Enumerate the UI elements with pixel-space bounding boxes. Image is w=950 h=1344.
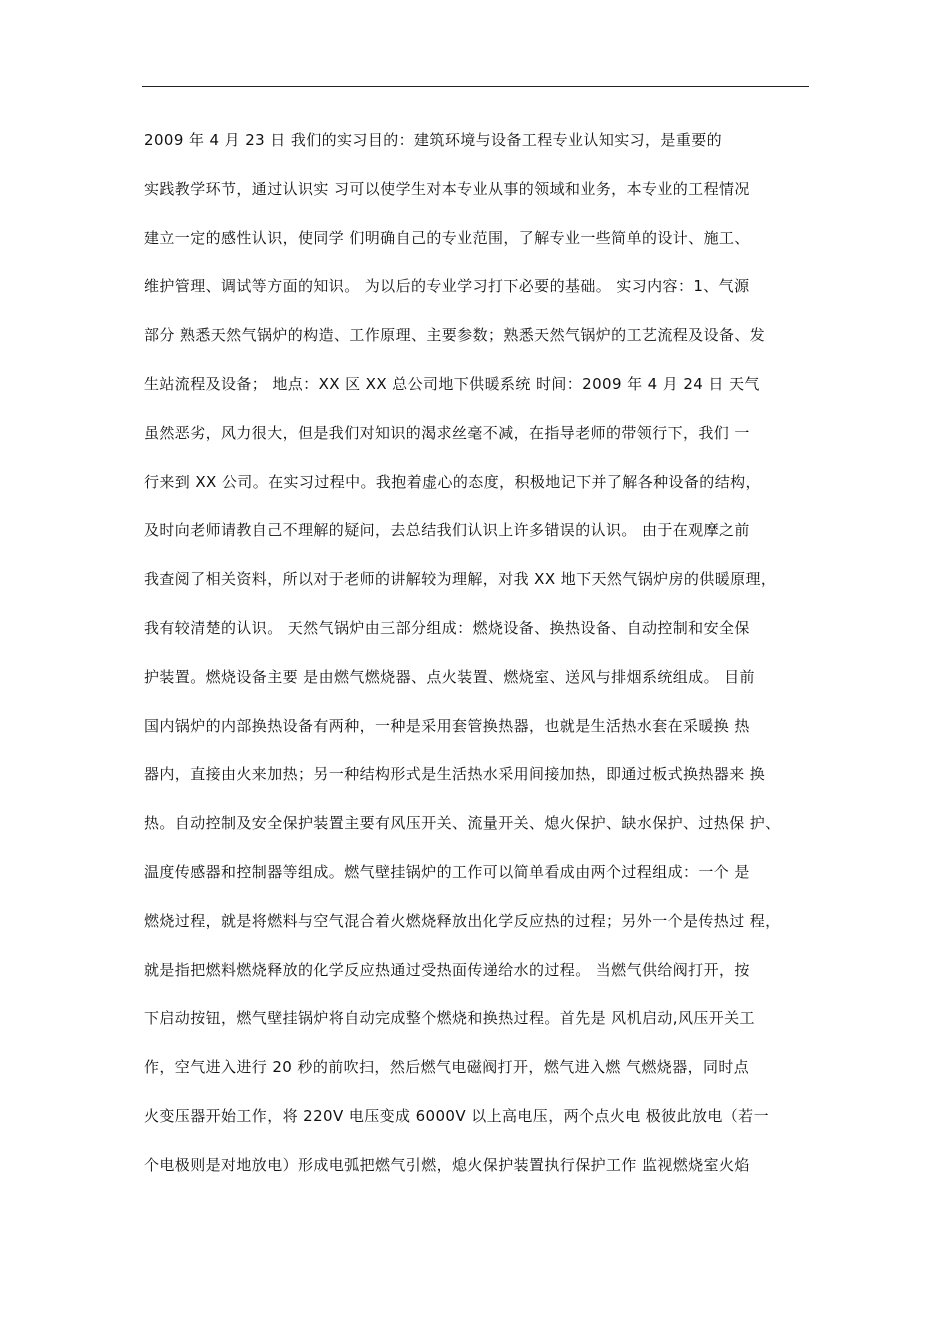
text-line: 作，空气进入进行 20 秒的前吹扫，然后燃气电磁阀打开，燃气进入燃 气燃烧器，同时点 [144,1058,750,1077]
text-line: 下启动按钮，燃气壁挂锅炉将自动完成整个燃烧和换热过程。首先是 风机启动,风压开关工 [144,1009,755,1028]
text-line: 温度传感器和控制器等组成。燃气壁挂锅炉的工作可以简单看成由两个过程组成：一个 是 [144,862,750,881]
text-line: 热。自动控制及安全保护装置主要有风压开关、流量开关、熄火保护、缺水保护、过热保 护、 [144,814,781,833]
text-line: 我查阅了相关资料，所以对于老师的讲解较为理解，对我 XX 地下天然气锅炉房的供暖原理， [144,570,777,589]
text-line: 器内，直接由火来加热；另一种结构形式是生活热水采用间接加热，即通过板式换热器来 换 [144,765,766,784]
text-line: 及时向老师请教自己不理解的疑问，去总结我们认识上许多错误的认识。 由于在观摩之前 [144,521,750,540]
text-line: 生站流程及设备； 地点：XX 区 XX 总公司地下供暖系统 时间：2009 年 4 月 24 日 天气 [144,374,760,393]
text-line: 实践教学环节，通过认识实 习可以使学生对本专业从事的领域和业务，本专业的工程情况 [144,179,750,198]
text-line: 维护管理、调试等方面的知识。 为以后的专业学习打下必要的基础。 实习内容：1、气源 [144,277,750,296]
text-line: 2009 年 4 月 23 日 我们的实习目的：建筑环境与设备工程专业认知实习，是重要的 [144,131,723,149]
text-line: 行来到 XX 公司。在实习过程中。我抱着虚心的态度，积极地记下并了解各种设备的结构， [144,472,761,491]
text-line: 燃烧过程，就是将燃料与空气混合着火燃烧释放出化学反应热的过程；另外一个是传热过 程， [144,911,781,930]
text-line: 火变压器开始工作，将 220V 电压变成 6000V 以上高电压，两个点火电 极彼此放电（若一 [144,1106,769,1125]
text-line: 国内锅炉的内部换热设备有两种，一种是采用套管换热器，也就是生活热水套在采暖换 热 [144,716,750,735]
text-line: 虽然恶劣，风力很大，但是我们对知识的渴求丝毫不减，在指导老师的带领行下，我们 一 [144,423,750,442]
text-line: 我有较清楚的认识。 天然气锅炉由三部分组成：燃烧设备、换热设备、自动控制和安全保 [144,618,750,637]
document-body [144,122,812,1196]
text-line: 部分 熟悉天然气锅炉的构造、工作原理、主要参数；熟悉天然气锅炉的工艺流程及设备、发 [144,326,766,345]
text-line: 建立一定的感性认识，使同学 们明确自己的专业范围，了解专业一些简单的设计、施工、 [144,228,750,247]
text-line: 就是指把燃料燃烧释放的化学反应热通过受热面传递给水的过程。 当燃气供给阀打开，按 [144,960,750,979]
text-line: 个电极则是对地放电）形成电弧把燃气引燃，熄火保护装置执行保护工作 监视燃烧室火焰 [144,1155,750,1174]
text-line: 护装置。燃烧设备主要 是由燃气燃烧器、点火装置、燃烧室、送风与排烟系统组成。 目前 [144,667,755,686]
header-rule [142,86,809,87]
